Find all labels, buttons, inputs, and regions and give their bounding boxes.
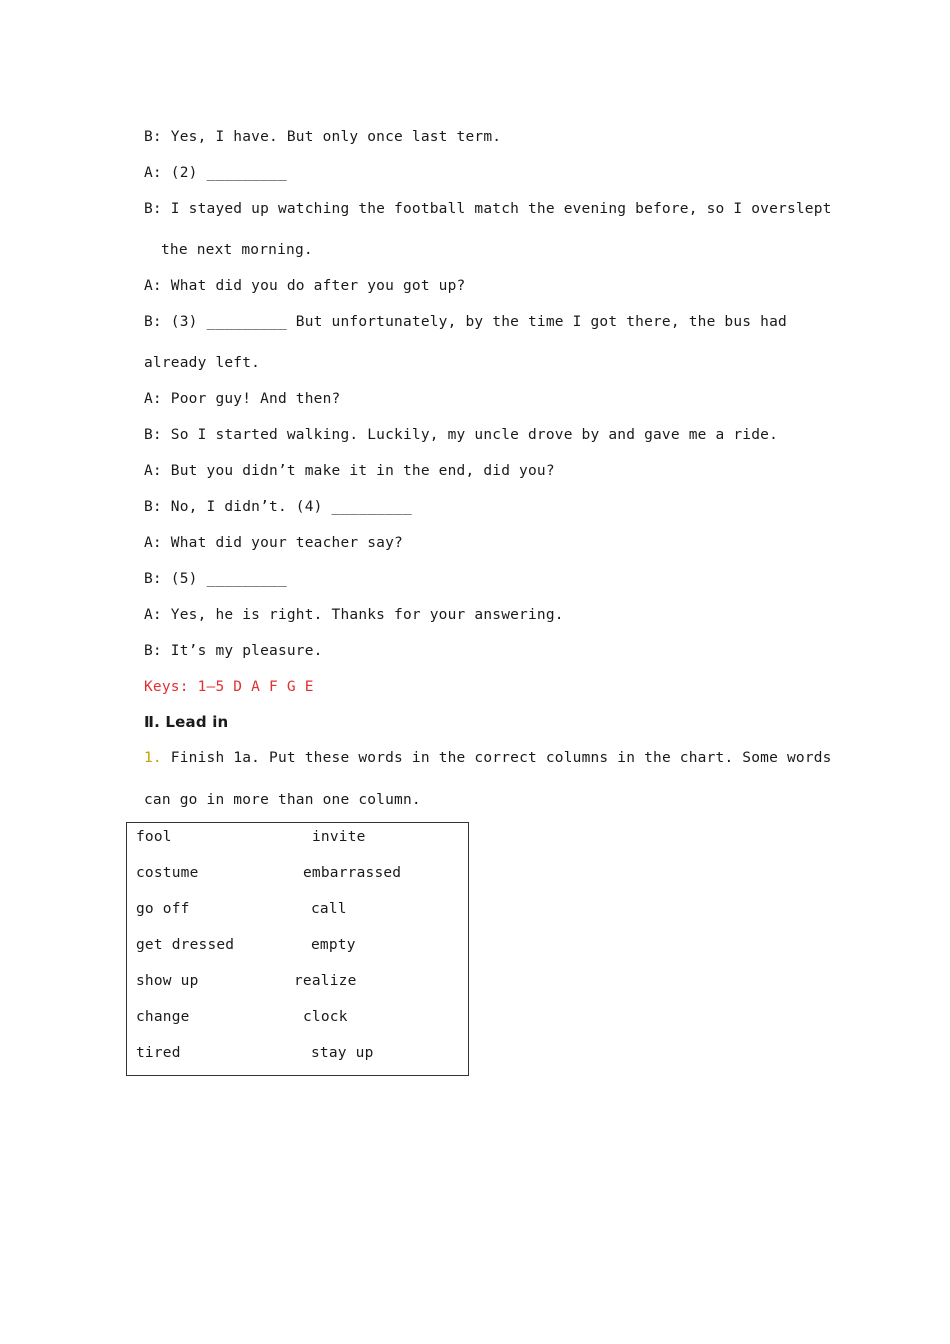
dialogue-line: A: But you didn’t make it in the end, did you? [144,463,555,479]
word-right: embarrassed [303,865,402,881]
dialogue-line-continuation: the next morning. [161,242,313,258]
word-right: call [311,901,347,917]
word-left: fool [136,829,172,845]
word-right: clock [303,1009,348,1025]
word-right: realize [294,973,357,989]
dialogue-line: B: Yes, I have. But only once last term. [144,129,502,145]
dialogue-line: B: (3) _________ But unfortunately, by the time I got there, the bus had [144,314,787,330]
word-box [126,822,469,1076]
dialogue-line: B: (5) _________ [144,571,287,587]
dialogue-line: A: (2) _________ [144,165,287,181]
word-left: change [136,1009,190,1025]
dialogue-line: A: Yes, he is right. Thanks for your answering. [144,607,564,623]
dialogue-line: A: What did you do after you got up? [144,278,466,294]
word-right: empty [311,937,356,953]
dialogue-line: B: I stayed up watching the football match the evening before, so I overslept [144,201,832,217]
word-left: tired [136,1045,181,1061]
word-left: go off [136,901,190,917]
dialogue-line-continuation: already left. [144,355,261,371]
section-heading: Ⅱ. Lead in [144,713,229,731]
task-text: Finish 1a. Put these words in the correct columns in the chart. Some words [161,750,832,766]
task-instruction [144,748,832,768]
task-instruction-continuation: can go in more than one column. [144,792,421,808]
dialogue-line: B: So I started walking. Luckily, my uncle drove by and gave me a ride. [144,427,779,443]
word-left: get dressed [136,937,235,953]
dialogue-line: A: Poor guy! And then? [144,391,341,407]
dialogue-line: B: No, I didn’t. (4) _________ [144,499,412,515]
dialogue-line: A: What did your teacher say? [144,535,403,551]
word-right: invite [312,829,366,845]
word-right: stay up [311,1045,374,1061]
task-number: 1. [144,750,162,766]
dialogue-line: B: It’s my pleasure. [144,643,323,659]
word-left: show up [136,973,199,989]
answer-keys: Keys: 1—5 D A F G E [144,679,314,695]
word-left: costume [136,865,199,881]
